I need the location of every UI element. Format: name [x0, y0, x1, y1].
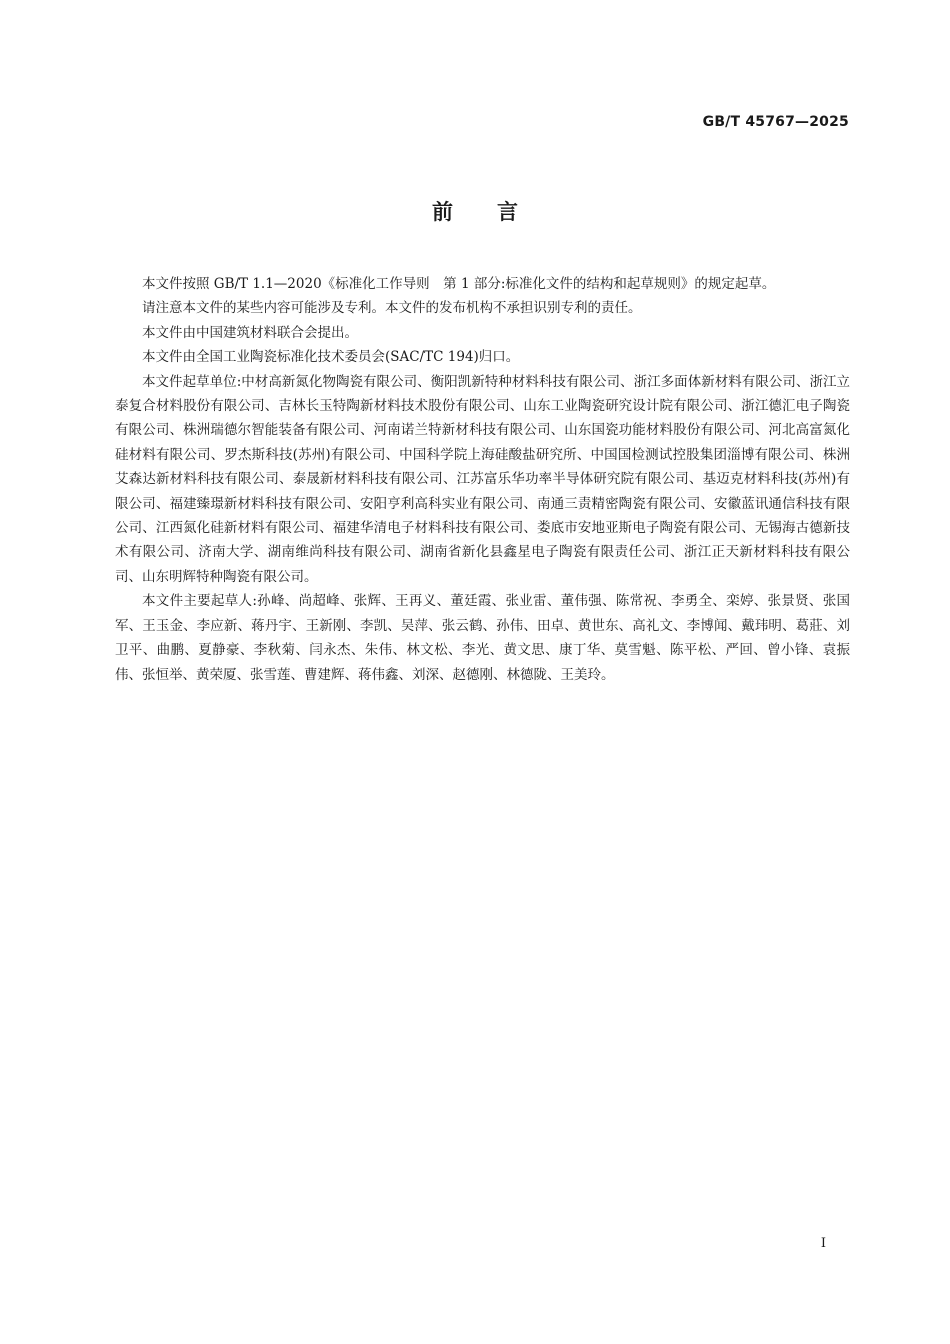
paragraph-drafters: 本文件主要起草人:孙峰、尚超峰、张辉、王再义、董廷霞、张业雷、董伟强、陈常祝、李勇全、栾婷、张景贤、张国军、王玉金、李应新、蒋丹宇、王新刚、李凯、吴萍、张云鹤、孙伟、田卓、黄世东、高礼文、李博闻、戴玮明、葛莊、刘卫平、曲鹏、夏静豪、李秋菊、闫永杰、朱伟、林文松、李光、黄文思、康丁华、莫雪魁、陈平松、严回、曾小锋、袁振伟、张恒举、黄荣厦、张雪莲、曹建辉、蒋伟鑫、刘深、赵德刚、林德陇、王美玲。 [115, 593, 850, 683]
paragraph-drafting-units: 本文件起草单位:中材高新氮化物陶瓷有限公司、衡阳凯新特种材料科技有限公司、浙江多面体新材料有限公司、浙江立泰复合材料股份有限公司、吉林长玉特陶新材料技术股份有限公司、山东工业陶瓷研究设计院有限公司、浙江德汇电子陶瓷有限公司、株洲瑞德尔智能装备有限公司、河南诺兰特新材科技有限公司、山东国瓷功能材料股份有限公司、河北高富氮化硅材料有限公司、罗杰斯科技(苏州)有限公司、中国科学院上海硅酸盐研究所、中国国检测试控股集团淄博有限公司、株洲艾森达新材料科技有限公司、泰晟新材料科技有限公司、江苏富乐华功率半导体研究院有限公司、基迈克材料科技(苏州)有限公司、福建臻璟新材料科技有限公司、安阳亨利高科实业有限公司、南通三责精密陶瓷有限公司、安徽蓝讯通信科技有限公司、江西氮化硅新材料有限公司、福建华清电子材料科技有限公司、娄底市安地亚斯电子陶瓷有限公司、无锡海古德新技术有限公司、济南大学、湖南维尚科技有限公司、湖南省新化县鑫星电子陶瓷有限责任公司、浙江正天新材料科技有限公司、山东明辉特种陶瓷有限公司。 [115, 373, 850, 585]
standard-code: GB/T 45767—2025 [702, 114, 849, 130]
paragraph-proposer: 本文件由中国建筑材料联合会提出。 [142, 324, 358, 341]
page-title: 前言 [432, 200, 562, 224]
paragraph-technical-committee: 本文件由全国工业陶瓷标准化技术委员会(SAC/TC 194)归口。 [142, 349, 520, 366]
paragraph-patent-notice: 请注意本文件的某些内容可能涉及专利。本文件的发布机构不承担识别专利的责任。 [142, 300, 642, 317]
foreword-body [115, 272, 850, 687]
page-number: I [820, 1236, 826, 1251]
paragraph-drafting-rules: 本文件按照 GB/T 1.1—2020《标准化工作导则 第 1 部分:标准化文件的结构和起草规则》的规定起草。 [142, 276, 776, 292]
